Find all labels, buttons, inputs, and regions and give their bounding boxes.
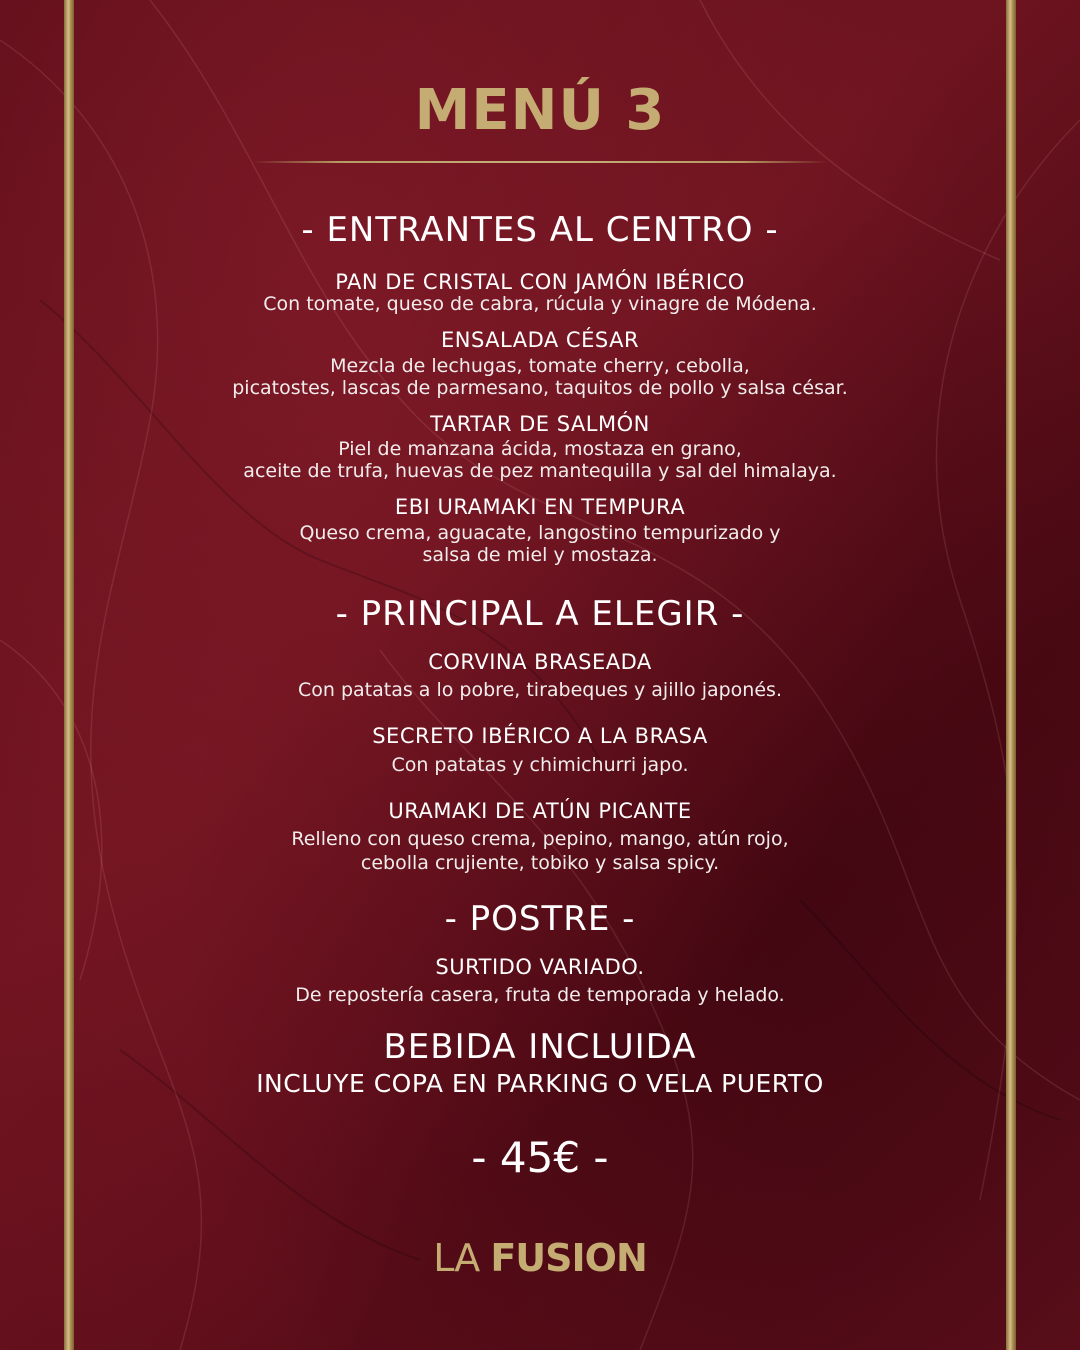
dish-name: TARTAR DE SALMÓN [430,412,650,436]
dish-name: ENSALADA CÉSAR [440,328,640,352]
section-heading-dessert: - POSTRE - [444,899,636,939]
dish-description: Mezcla de lechugas, tomate cherry, cebolla, [330,355,750,377]
dish-description: Con patatas a lo pobre, tirabeques y ajillo japonés. [298,679,782,701]
dish-name: CORVINA BRASEADA [428,650,652,674]
dish-description: Piel de manzana ácida, mostaza en grano, [338,438,742,460]
dish-description: Relleno con queso crema, pepino, mango, atún rojo, [291,828,789,850]
dish-description: Con tomate, queso de cabra, rúcula y vinagre de Módena. [263,293,817,315]
drink-title: BEBIDA INCLUIDA [383,1027,697,1067]
dish-description: salsa de miel y mostaza. [422,544,658,566]
dish-name: PAN DE CRISTAL CON JAMÓN IBÉRICO [335,270,745,294]
section-heading-mains: - PRINCIPAL A ELEGIR - [335,594,745,634]
dish-description: picatostes, lascas de parmesano, taquitos de pollo y salsa césar. [232,377,848,399]
menu-title: MENÚ 3 [414,78,666,143]
brand-logo-prefix: LA [433,1236,480,1280]
title-divider [252,161,828,163]
menu-price: - 45€ - [471,1133,609,1182]
dish-name: SECRETO IBÉRICO A LA BRASA [372,724,708,748]
dish-description: De repostería casera, fruta de temporada y helado. [295,984,785,1006]
dish-description: Queso crema, aguacate, langostino tempurizado y [299,522,781,544]
brand-logo [0,1236,1080,1280]
dish-description: aceite de trufa, huevas de pez mantequilla y sal del himalaya. [243,460,837,482]
section-heading-starters: - ENTRANTES AL CENTRO - [301,210,779,250]
dish-name: SURTIDO VARIADO. [435,955,645,979]
dish-name: EBI URAMAKI EN TEMPURA [394,495,686,519]
drink-subtitle: INCLUYE COPA EN PARKING O VELA PUERTO [256,1069,824,1098]
dish-description: cebolla crujiente, tobiko y salsa spicy. [360,852,720,874]
dish-description: Con patatas y chimichurri japo. [391,754,689,776]
brand-logo-name: FUSION [490,1236,647,1280]
dish-name: URAMAKI DE ATÚN PICANTE [388,799,692,823]
